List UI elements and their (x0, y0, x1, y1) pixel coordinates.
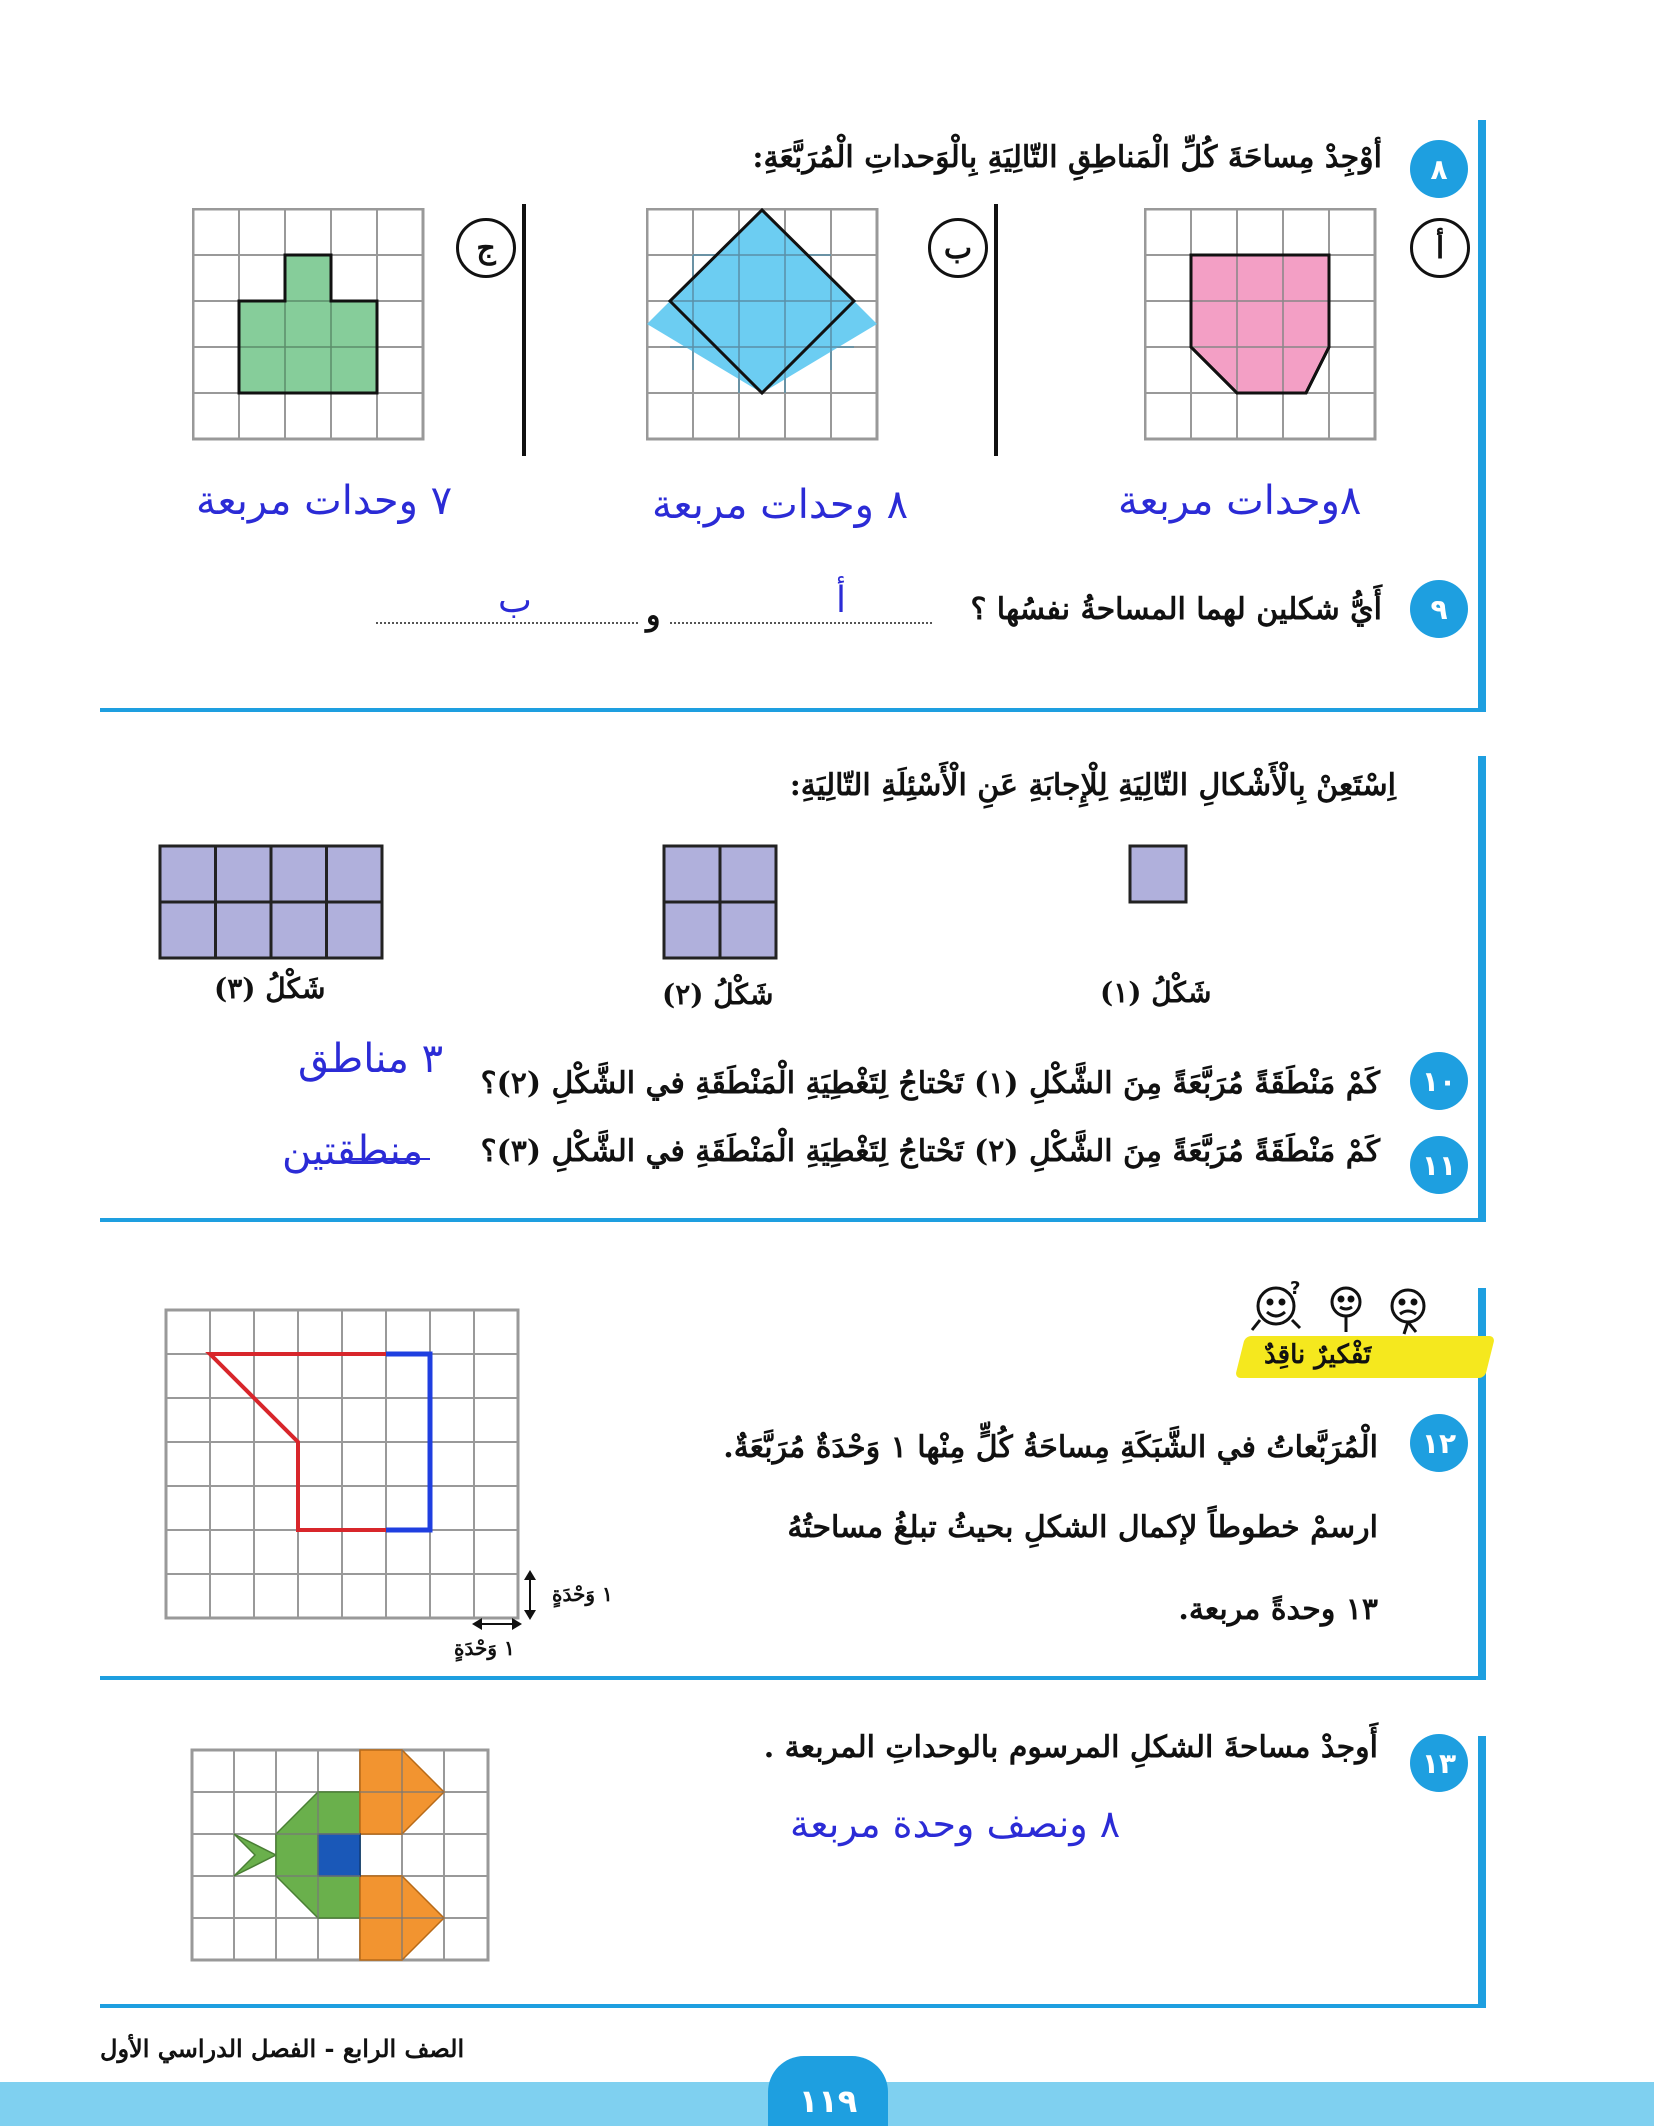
label-c: ج (456, 218, 516, 278)
footer-grade: الصف الرابع - الفصل الدراسي الأول (100, 2034, 465, 2063)
grid-shape-b (646, 208, 880, 442)
q10-answer: ٣ مناطق (298, 1036, 444, 1082)
question-12-number: ١٢ (1410, 1414, 1468, 1472)
grid-shape-a (1144, 208, 1378, 442)
unit-arrow-vertical (520, 1570, 540, 1620)
section4-bottom-rule (100, 2004, 1486, 2008)
question-8-number: ٨ (1410, 140, 1468, 198)
question-9-number: ٩ (1410, 580, 1468, 638)
label-a: أ (1410, 218, 1470, 278)
exclaim-mark: ? (1290, 1280, 1301, 1299)
question-12-line2: ارسمْ خطوطاً لإكمال الشكلِ بحيثُ تبلغُ مساحتُهُ (787, 1510, 1378, 1545)
question-11-text: كَمْ مَنْطَقَةً مُرَبَّعَةً مِنَ الشَّكْلِ (٢) تَحْتاجُ لِتَغْطِيَةِ الْمَنْطَقَةِ في الشَّكْلِ (٣)؟ (480, 1134, 1380, 1169)
shape-1-caption: شَكْلُ (١) (1100, 976, 1212, 1009)
section1-bottom-rule (100, 708, 1486, 712)
unit-label-vertical: ١ وَحْدَةٍ (552, 1582, 613, 1606)
q13-fish-grid (190, 1748, 492, 1962)
fish-blue-square (318, 1834, 360, 1876)
section2-intro: اِسْتَعِنْ بِالْأَشْكالِ التّالِيَةِ لِلْإِجابَةِ عَنِ الْأَسْئِلَةِ التّالِيَةِ: (789, 768, 1396, 803)
q11-answer: منطقتين (282, 1128, 424, 1174)
unit-arrow-horizontal (472, 1614, 522, 1634)
question-10-number: ١٠ (1410, 1052, 1468, 1110)
section2-bottom-rule (100, 1218, 1486, 1222)
grid-shape-c (192, 208, 426, 442)
q9-answer-1: أ (836, 580, 847, 621)
question-8-text: أوْجِدْ مِساحَةَ كُلِّ الْمَناطِقِ التّالِيَةِ بِالْوَحداتِ الْمُرَبَّعَةِ: (752, 140, 1382, 175)
question-12-line3: ١٣ وحدةً مربعة. (1178, 1592, 1378, 1627)
divider-ab (994, 204, 998, 456)
label-b: ب (928, 218, 988, 278)
question-12-line1: الْمُرَبَّعاتُ في الشَّبَكَةِ مِساحَةُ كُلٍّ مِنْها ١ وَحْدَةٌ مُرَبَّعَةٌ. (723, 1430, 1378, 1465)
section2-right-border (1478, 756, 1486, 1222)
q13-answer: ٨ ونصف وحدة مربعة (790, 1802, 1121, 1846)
answer-b: ٨ وحدات مربعة (652, 482, 909, 528)
shape-1-square (1128, 844, 1188, 904)
section4-right-border (1478, 1736, 1486, 2008)
q12-grid-drawing[interactable] (164, 1308, 524, 1620)
section3-bottom-rule (100, 1676, 1486, 1680)
pink-hexagon (1191, 255, 1329, 393)
shape-3-squares (158, 844, 384, 960)
divider-bc (522, 204, 526, 456)
q9-blank-2[interactable] (376, 622, 638, 624)
critical-thinking-label: تَفْكيرٌ ناقِدٌ (1264, 1340, 1372, 1370)
question-13-number: ١٣ (1410, 1734, 1468, 1792)
unit-label-horizontal: ١ وَحْدَةٍ (454, 1636, 515, 1660)
answer-a: ٨وحدات مربعة (1118, 478, 1362, 524)
green-t-shape (239, 255, 377, 393)
q9-connector: و (646, 598, 661, 633)
question-10-text: كَمْ مَنْطَقَةً مُرَبَّعَةً مِنَ الشَّكْلِ (١) تَحْتاجُ لِتَغْطِيَةِ الْمَنْطَقَةِ في الشَّكْلِ (٢)؟ (480, 1066, 1380, 1101)
answer-c: ٧ وحدات مربعة (196, 478, 453, 524)
section1-right-border (1478, 120, 1486, 712)
shape-3-caption: شَكْلُ (٣) (214, 972, 326, 1005)
shape-2-caption: شَكْلُ (٢) (662, 978, 774, 1011)
page-number: ١١٩ (798, 2082, 858, 2120)
shape-2-squares (662, 844, 778, 960)
question-9-text: أَيُّ شكلين لهما المساحةُ نفسُها ؟ (970, 592, 1382, 627)
q9-blank-1[interactable] (670, 622, 932, 624)
question-11-number: ١١ (1410, 1136, 1468, 1194)
q9-answer-2: ب (498, 580, 532, 621)
question-13-text: أَوجدْ مساحةَ الشكلِ المرسوم بالوحداتِ المربعة . (763, 1730, 1378, 1765)
